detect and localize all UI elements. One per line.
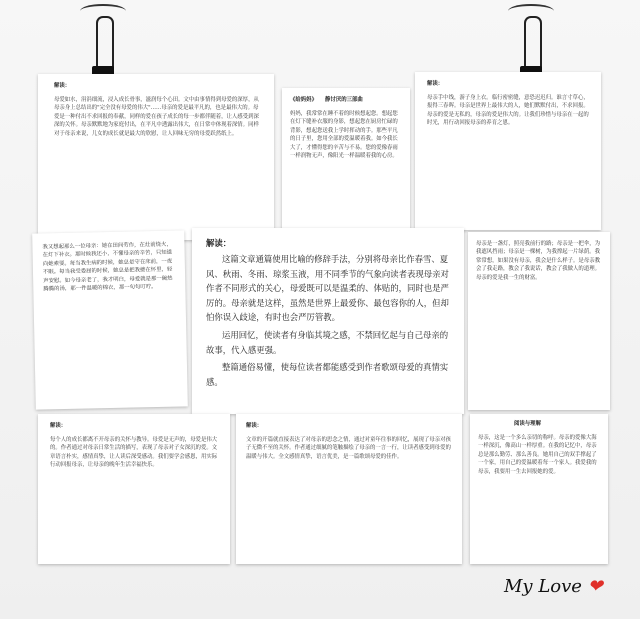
sheet-center <box>192 228 464 414</box>
sheet-heading: 《给妈妈》 静讨厌的三部曲 <box>290 97 363 103</box>
sheet-body: 妈妈，我常常在睡不着的时候想起您。想起您在灯下缝补衣服的身影，想起您在厨房忙碌的背影，想起您送我上学时挥动的手。那些平凡的日子里，您用全部的爱温暖着我。如今我长大了，才懂得您的辛苦与不易。您的爱像春雨一样润物无声，像阳光一样温暖着我的心房。 <box>290 111 398 160</box>
center-paragraph-1: 这篇文章通篇使用比喻的修辞手法，分别将母亲比作春雪、夏风、秋雨、冬雨、琼浆玉液，用不同季节的气象向读者表现母亲对作者不同形式的关心，母爱既可以是温柔的、体贴的，同时也是严厉的。母亲就是这样，虽然是世界上最爱你、最包容你的人，但却怕你误入歧途，有时也会严厉管教。 <box>206 254 449 323</box>
sheet-heading: 阅读与理解 <box>514 421 541 427</box>
sheet-heading: 解读： <box>246 423 263 429</box>
sheet-body: 母爱如水，涓涓细流，浸入成长骨事，滋润每个心田。文中由事情得到母爱的深厚，从母亲身上总结出的"完全没有母爱的伟大"……母亲的爱是最平凡的，也是最伟大的。母爱是一种付出不求回报的奉献，同样的爱在孩子成长的每一步都伴随着，让人感受到深深的关怀。母亲默默地为家庭付出，在平凡中透露出伟大，在日常中体现着深情。同样对于母亲来说，儿女的成长就是最大的欣慰，让人回味无穷的母爱跃然纸上。 <box>54 97 259 137</box>
sheet-top-left <box>38 74 274 240</box>
signature-text: My Love <box>504 576 582 597</box>
sheet-body: 文章的开篇就直接表达了对母亲的思念之情，通过对童年往事的回忆，展现了母亲对孩子无微不至的关怀。作者通过细腻的笔触描绘了母亲的一言一行，让读者感受到母爱的温暖与伟大。全文感情真挚，语言优美，是一篇歌颂母爱的佳作。 <box>246 437 451 460</box>
sheet-heading: 解读： <box>50 423 67 429</box>
sheet-top-right <box>415 72 601 230</box>
my-love-signature <box>504 576 603 597</box>
sheet-body: 母亲是一盏灯，照亮我前行的路；母亲是一把伞，为我遮风挡雨；母亲是一棵树，为我撑起一片绿荫。我常常想，如果没有母亲，我会是什么样子。是母亲教会了我走路，教会了我说话，教会了我做人的道理。母亲的爱是我一生的财富。 <box>476 241 600 281</box>
sheet-heading: 解读： <box>427 81 444 87</box>
sheet-bottom-right <box>470 414 608 564</box>
sheet-body: 母亲，这是一个多么亲切的称呼。母亲的爱像大海一样深沉，像高山一样厚重。在我的记忆中，母亲总是那么勤劳、那么善良。她用自己的双手撑起了一个家，用自己的爱温暖着每一个家人。我爱我的母亲，我要用一生去回报她的爱。 <box>478 435 597 475</box>
sheet-body: 我又想起那么一位母亲：她在田间劳作，在灶前烧火，在灯下补衣。那时候我还小，不懂母亲的辛苦，只知道向她索要。每当我生病的时候，她总是守在床前，一夜不眠。每当我受委屈的时候，她总是把我搂在怀里，轻声安慰。如今母亲老了，我才明白，母爱就是那一碗热腾腾的汤，那一件温暖的棉衣，那一句句叮咛。 <box>42 241 173 293</box>
sheet-middle-left <box>32 230 188 409</box>
clip-wire-right <box>524 16 542 70</box>
center-paragraph-3: 整篇通俗易懂，使每位读者都能感受到作者歌颂母爱的真情实感。 <box>206 362 449 387</box>
sheet-body: 母亲手中线，游子身上衣。临行密密缝，意恐迟迟归。谁言寸草心，报得三春晖。母亲是世界上最伟大的人，她们默默付出，不求回报。母亲的爱是无私的，母亲的爱是伟大的。让我们珍惜与母亲在一起的时光，用行动回报母亲的养育之恩。 <box>427 95 589 127</box>
heart-icon: ❤ <box>587 576 603 597</box>
sheet-body: 每个人的成长都离不开母亲的关怀与教导。母爱是无声的，母爱是伟大的。作者通过对母亲日常生活的描写，表现了母亲对子女深沉的爱。文章语言朴实，感情真挚，让人读后深受感动。我们要学会感恩，用实际行动回报母亲，让母亲的晚年生活幸福快乐。 <box>50 437 218 469</box>
sheet-top-center <box>282 88 410 238</box>
sheet-bottom-center <box>236 414 462 564</box>
sheet-bottom-left <box>38 414 230 564</box>
center-paragraph-2: 运用回忆，使读者有身临其境之感，不禁回忆起与自己母亲的故事，代入感更强。 <box>206 330 449 355</box>
clip-wire-left <box>96 16 114 70</box>
sheet-middle-right <box>468 232 610 410</box>
center-heading: 解读： <box>206 238 232 248</box>
sheet-heading: 解读： <box>54 83 71 89</box>
